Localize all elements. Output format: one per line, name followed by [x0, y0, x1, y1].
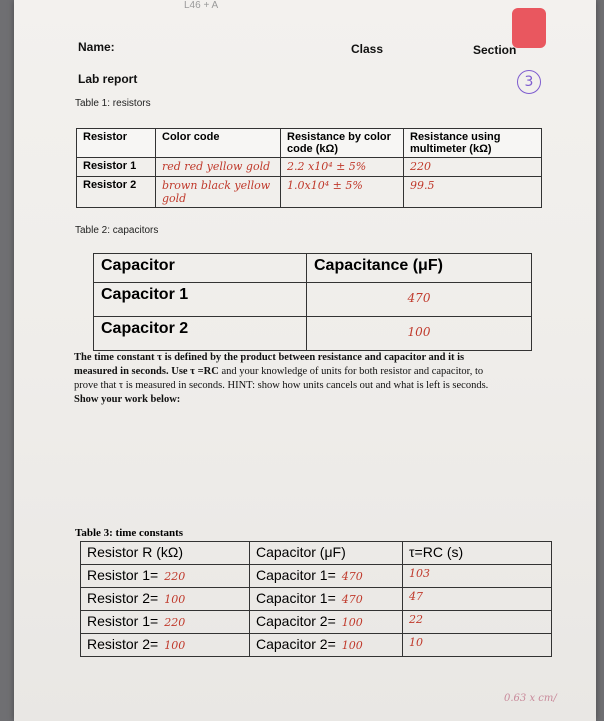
- class-label: Class: [351, 42, 384, 56]
- table-row: [81, 611, 552, 634]
- resistance-color-value: 2.2 x10⁴ ± 5%: [281, 158, 404, 177]
- para-line2-rest: and your knowledge of units for both resistor and capacitor, to: [218, 366, 484, 377]
- resistor-value: 220: [164, 616, 186, 629]
- tau-value: 22: [403, 611, 552, 634]
- top-scribble: L46 + A: [184, 0, 219, 11]
- color-code-value: brown black yellow gold: [156, 177, 281, 208]
- para-line2-bold: measured in seconds. Use τ =RC: [74, 366, 219, 377]
- table-row: [81, 565, 552, 588]
- tau-value: 47: [403, 588, 552, 611]
- grade-mark: 3: [517, 70, 541, 94]
- footer-scribble: 0.63 x cm/: [504, 693, 557, 704]
- resistance-multimeter-value: 99.5: [404, 177, 542, 208]
- tau-value: 10: [403, 634, 552, 657]
- table-row: [81, 634, 552, 657]
- resistor-value: 100: [164, 593, 186, 606]
- table-header-row: [81, 542, 552, 565]
- table-row: [77, 177, 542, 208]
- capacitance-value: 470: [307, 283, 532, 317]
- col-color-code: Color code: [156, 129, 281, 158]
- capacitor-cell: Capacitor 1= 470: [250, 565, 403, 588]
- table1-caption: Table 1: resistors: [75, 98, 151, 109]
- para-line1: The time constant τ is defined by the product between resistance and capacitor and it is: [74, 352, 465, 363]
- resistor-label: Resistor 2: [77, 177, 156, 208]
- col-resistance-color: Resistance by color code (kΩ): [281, 129, 404, 158]
- col-resistance-multimeter: Resistance using multimeter (kΩ): [404, 129, 542, 158]
- col-capacitor: Capacitor: [94, 254, 307, 283]
- table2-caption: Table 2: capacitors: [75, 225, 159, 236]
- capacitors-table: [93, 253, 532, 351]
- capacitor-cell: Capacitor 2= 100: [250, 634, 403, 657]
- instructions-paragraph: [74, 351, 544, 407]
- section-label: Section: [473, 43, 517, 57]
- capacitor-value: 100: [341, 616, 363, 629]
- resistance-multimeter-value: 220: [404, 158, 542, 177]
- resistor-cell: Resistor 2= 100: [81, 588, 250, 611]
- col-capacitance: Capacitance (μF): [307, 254, 532, 283]
- color-code-value: red red yellow gold: [156, 158, 281, 177]
- time-constants-table: [80, 541, 552, 657]
- capacitance-value: 100: [307, 317, 532, 351]
- table-row: [94, 317, 532, 351]
- col-resistor-r: Resistor R (kΩ): [81, 542, 250, 565]
- resistors-table: [76, 128, 542, 208]
- resistor-cell: Resistor 1= 220: [81, 611, 250, 634]
- page-title: Lab report: [78, 72, 138, 86]
- resistor-label: Resistor 1: [77, 158, 156, 177]
- resistor-value: 220: [164, 570, 186, 583]
- capacitor-value: 470: [341, 593, 363, 606]
- table3-caption: Table 3: time constants: [75, 527, 184, 539]
- tau-value: 103: [403, 565, 552, 588]
- capacitor-cell: Capacitor 1= 470: [250, 588, 403, 611]
- resistor-value: 100: [164, 639, 186, 652]
- capacitor-label: Capacitor 1: [94, 283, 307, 317]
- table-row: [81, 588, 552, 611]
- table-header-row: [77, 129, 542, 158]
- col-capacitor: Capacitor (μF): [250, 542, 403, 565]
- table-row: [77, 158, 542, 177]
- capacitor-value: 470: [341, 570, 363, 583]
- resistance-color-value: 1.0x10⁴ ± 5%: [281, 177, 404, 208]
- capacitor-cell: Capacitor 2= 100: [250, 611, 403, 634]
- col-tau: τ=RC (s): [403, 542, 552, 565]
- para-line3: prove that τ is measured in seconds. HINT: show how units cancels out and what is left is seconds.: [74, 380, 489, 391]
- capacitor-value: 100: [341, 639, 363, 652]
- capacitor-label: Capacitor 2: [94, 317, 307, 351]
- table-header-row: [94, 254, 532, 283]
- col-resistor: Resistor: [77, 129, 156, 158]
- para-line4: Show your work below:: [74, 394, 181, 405]
- name-label: Name:: [78, 40, 115, 54]
- lab-report-page: [14, 0, 596, 721]
- table-row: [94, 283, 532, 317]
- resistor-cell: Resistor 2= 100: [81, 634, 250, 657]
- resistor-cell: Resistor 1= 220: [81, 565, 250, 588]
- grade-sticker: [512, 8, 546, 48]
